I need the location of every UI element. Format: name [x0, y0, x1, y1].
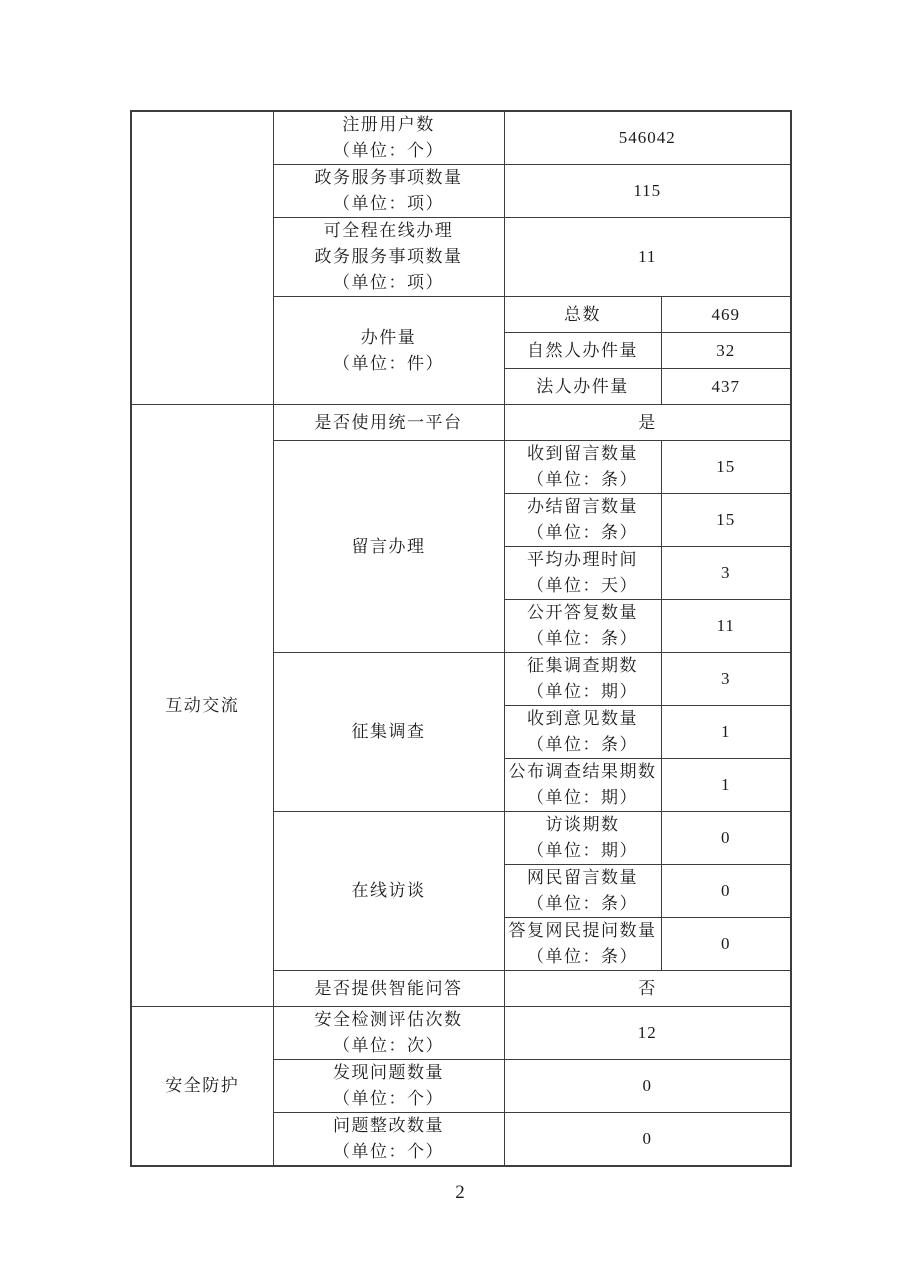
- label-online-interview: 在线访谈: [273, 812, 504, 971]
- label-line: 平均办理时间: [527, 550, 638, 569]
- sublabel-netizen-messages: [504, 865, 661, 918]
- value-full-online-items: 11: [504, 218, 791, 297]
- unit-line: （单位：条）: [527, 735, 638, 754]
- value-case-total: 469: [661, 297, 791, 333]
- label-security-assessments: [273, 1007, 504, 1060]
- page-number: 2: [455, 1182, 465, 1203]
- value-survey-issues: 3: [661, 653, 791, 706]
- unit-line: （单位：条）: [527, 629, 638, 648]
- label-line: 注册用户数: [342, 115, 435, 134]
- value-public-replies: 11: [661, 600, 791, 653]
- value-interview-issues: 0: [661, 812, 791, 865]
- label-registered-users: [273, 111, 504, 165]
- unit-line: （单位：次）: [333, 1036, 444, 1055]
- label-line: 访谈期数: [545, 815, 620, 834]
- value-netizen-messages: 0: [661, 865, 791, 918]
- sublabel-case-legal-person: 法人办件量: [504, 369, 661, 405]
- unit-line: （单位：期）: [527, 788, 638, 807]
- value-netizen-questions-answered: 0: [661, 918, 791, 971]
- category-cell-blank: [131, 111, 273, 405]
- value-avg-handling-time: 3: [661, 547, 791, 600]
- unit-line: （单位：件）: [333, 353, 444, 373]
- unit-line: （单位：个）: [333, 141, 444, 160]
- unit-line: （单位：项）: [333, 194, 444, 213]
- label-line: 收到意见数量: [527, 709, 638, 728]
- value-case-legal-person: 437: [661, 369, 791, 405]
- value-registered-users: 546042: [504, 111, 791, 165]
- label-problems-rectified: [273, 1113, 504, 1167]
- sublabel-avg-handling-time: [504, 547, 661, 600]
- value-case-natural-person: 32: [661, 333, 791, 369]
- unit-line: （单位：条）: [527, 523, 638, 542]
- category-cell-security: 安全防护: [131, 1007, 273, 1167]
- unit-line: （单位：条）: [527, 470, 638, 489]
- unit-line: （单位：条）: [527, 947, 638, 966]
- value-security-assessments: 12: [504, 1007, 791, 1060]
- label-problems-found: [273, 1060, 504, 1113]
- sublabel-case-total: 总数: [504, 297, 661, 333]
- unit-line: （单位：期）: [527, 841, 638, 860]
- unit-line: （单位：个）: [333, 1142, 444, 1161]
- label-unified-platform: 是否使用统一平台: [273, 405, 504, 441]
- label-line: 办结留言数量: [527, 497, 638, 516]
- label-line: 办件量: [360, 327, 417, 347]
- label-smart-qa: 是否提供智能问答: [273, 971, 504, 1007]
- label-line: 答复网民提问数量: [508, 921, 657, 940]
- value-problems-found: 0: [504, 1060, 791, 1113]
- label-line: 网民留言数量: [527, 868, 638, 887]
- label-case-volume: [273, 297, 504, 405]
- label-line: 政务服务事项数量: [314, 168, 463, 187]
- value-survey-results-published: 1: [661, 759, 791, 812]
- unit-line: （单位：项）: [333, 273, 444, 292]
- label-line: 征集调查期数: [527, 656, 638, 675]
- label-line: 政务服务事项数量: [314, 247, 463, 266]
- label-solicitation-survey: 征集调查: [273, 653, 504, 812]
- label-full-online-items: [273, 218, 504, 297]
- sublabel-survey-results-published: [504, 759, 661, 812]
- label-line: 公开答复数量: [527, 603, 638, 622]
- value-opinions-received: 1: [661, 706, 791, 759]
- value-smart-qa: 否: [504, 971, 791, 1007]
- sublabel-survey-issues: [504, 653, 661, 706]
- value-messages-received: 15: [661, 441, 791, 494]
- label-line: 安全检测评估次数: [314, 1010, 463, 1029]
- sublabel-messages-received: [504, 441, 661, 494]
- sublabel-public-replies: [504, 600, 661, 653]
- label-message-handling: 留言办理: [273, 441, 504, 653]
- sublabel-netizen-questions-answered: [504, 918, 661, 971]
- value-messages-resolved: 15: [661, 494, 791, 547]
- label-line: 收到留言数量: [527, 444, 638, 463]
- unit-line: （单位：天）: [527, 576, 638, 595]
- label-line: 可全程在线办理: [323, 221, 454, 240]
- category-cell-interaction: 互动交流: [131, 405, 273, 1007]
- unit-line: （单位：条）: [527, 894, 638, 913]
- unit-line: （单位：个）: [333, 1089, 444, 1108]
- label-line: 公布调查结果期数: [508, 762, 657, 781]
- label-line: 发现问题数量: [333, 1063, 444, 1082]
- sublabel-case-natural-person: 自然人办件量: [504, 333, 661, 369]
- value-problems-rectified: 0: [504, 1113, 791, 1167]
- value-unified-platform: 是: [504, 405, 791, 441]
- sublabel-interview-issues: [504, 812, 661, 865]
- value-service-items: 115: [504, 165, 791, 218]
- sublabel-messages-resolved: [504, 494, 661, 547]
- label-line: 问题整改数量: [333, 1116, 444, 1135]
- sublabel-opinions-received: [504, 706, 661, 759]
- annual-report-table: [130, 110, 792, 1167]
- unit-line: （单位：期）: [527, 682, 638, 701]
- label-service-items: [273, 165, 504, 218]
